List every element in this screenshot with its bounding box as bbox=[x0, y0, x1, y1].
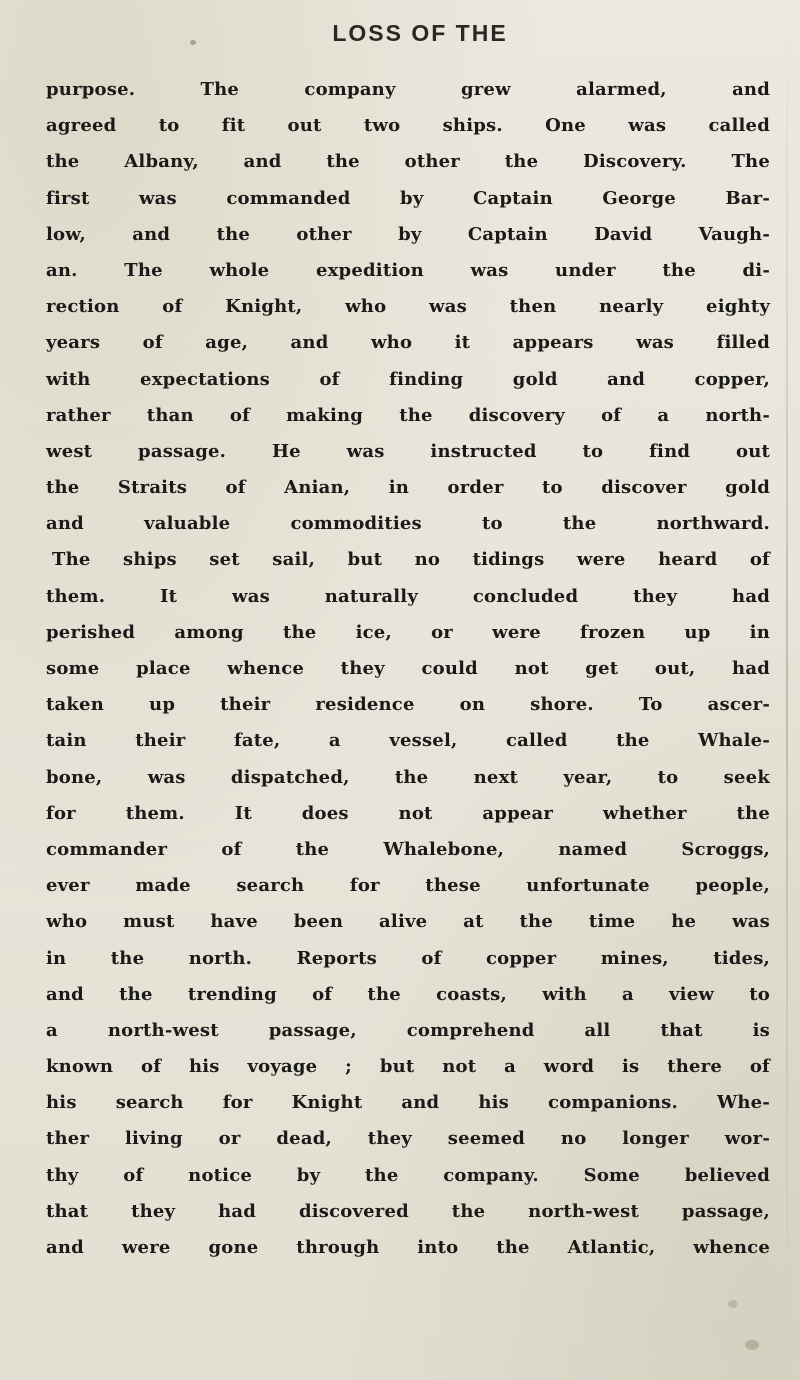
text-line: bone, was dispatched, the next year, to seek bbox=[46, 766, 770, 788]
text-line: rather than of making the discovery of a north- bbox=[46, 404, 770, 426]
text-line: known of his voyage ; but not a word is there of bbox=[46, 1056, 770, 1078]
text-line: with expectations of finding gold and copper, bbox=[46, 368, 770, 390]
text-line: the Straits of Anian, in order to discover gold bbox=[46, 477, 770, 499]
text-line: and were gone through into the Atlantic, whence bbox=[46, 1237, 770, 1258]
text-line: commander of the Whalebone, named Scroggs, bbox=[46, 838, 770, 860]
text-line: tain their fate, a vessel, called the Whale- bbox=[46, 730, 770, 752]
text-line: west passage. He was instructed to find out bbox=[46, 440, 770, 462]
text-line: taken up their residence on shore. To ascer- bbox=[46, 694, 770, 716]
text-line: The ships set sail, but no tidings were heard of bbox=[52, 549, 770, 571]
body-text bbox=[46, 72, 770, 1266]
text-line: ever made search for these unfortunate people, bbox=[46, 875, 770, 897]
running-header bbox=[0, 20, 800, 47]
page-edge-shadow bbox=[786, 20, 788, 1320]
text-line: and valuable commodities to the northward. bbox=[46, 513, 770, 535]
text-line: a north-west passage, comprehend all that is bbox=[46, 1019, 770, 1041]
text-line: years of age, and who it appears was filled bbox=[46, 332, 770, 354]
text-line: rection of Knight, who was then nearly eighty bbox=[46, 296, 770, 318]
text-line: perished among the ice, or were frozen up in bbox=[46, 621, 770, 643]
text-line: low, and the other by Captain David Vaugh- bbox=[46, 223, 770, 245]
text-line: an. The whole expedition was under the di- bbox=[46, 259, 770, 281]
text-line: purpose. The company grew alarmed, and bbox=[46, 79, 770, 100]
ink-speck bbox=[745, 1340, 759, 1350]
text-line: who must have been alive at the time he was bbox=[46, 911, 770, 933]
text-line: his search for Knight and his companions. Whe- bbox=[46, 1092, 770, 1114]
text-line: thy of notice by the company. Some believed bbox=[46, 1164, 770, 1186]
text-line: some place whence they could not get out, had bbox=[46, 658, 770, 679]
text-line: and the trending of the coasts, with a view to bbox=[46, 983, 770, 1005]
text-line: for them. It does not appear whether the bbox=[46, 802, 770, 824]
text-line: in the north. Reports of copper mines, tides, bbox=[46, 947, 770, 969]
running-title: LOSS OF THE bbox=[332, 20, 508, 46]
text-line: the Albany, and the other the Discovery. The bbox=[46, 151, 770, 173]
text-line: that they had discovered the north-west passage, bbox=[46, 1200, 770, 1222]
ink-speck bbox=[728, 1300, 738, 1308]
text-line: ther living or dead, they seemed no longer wor- bbox=[46, 1128, 770, 1150]
text-line: them. It was naturally concluded they had bbox=[46, 585, 770, 607]
text-line: agreed to fit out two ships. One was called bbox=[46, 115, 770, 137]
text-line: first was commanded by Captain George Bar- bbox=[46, 187, 770, 209]
